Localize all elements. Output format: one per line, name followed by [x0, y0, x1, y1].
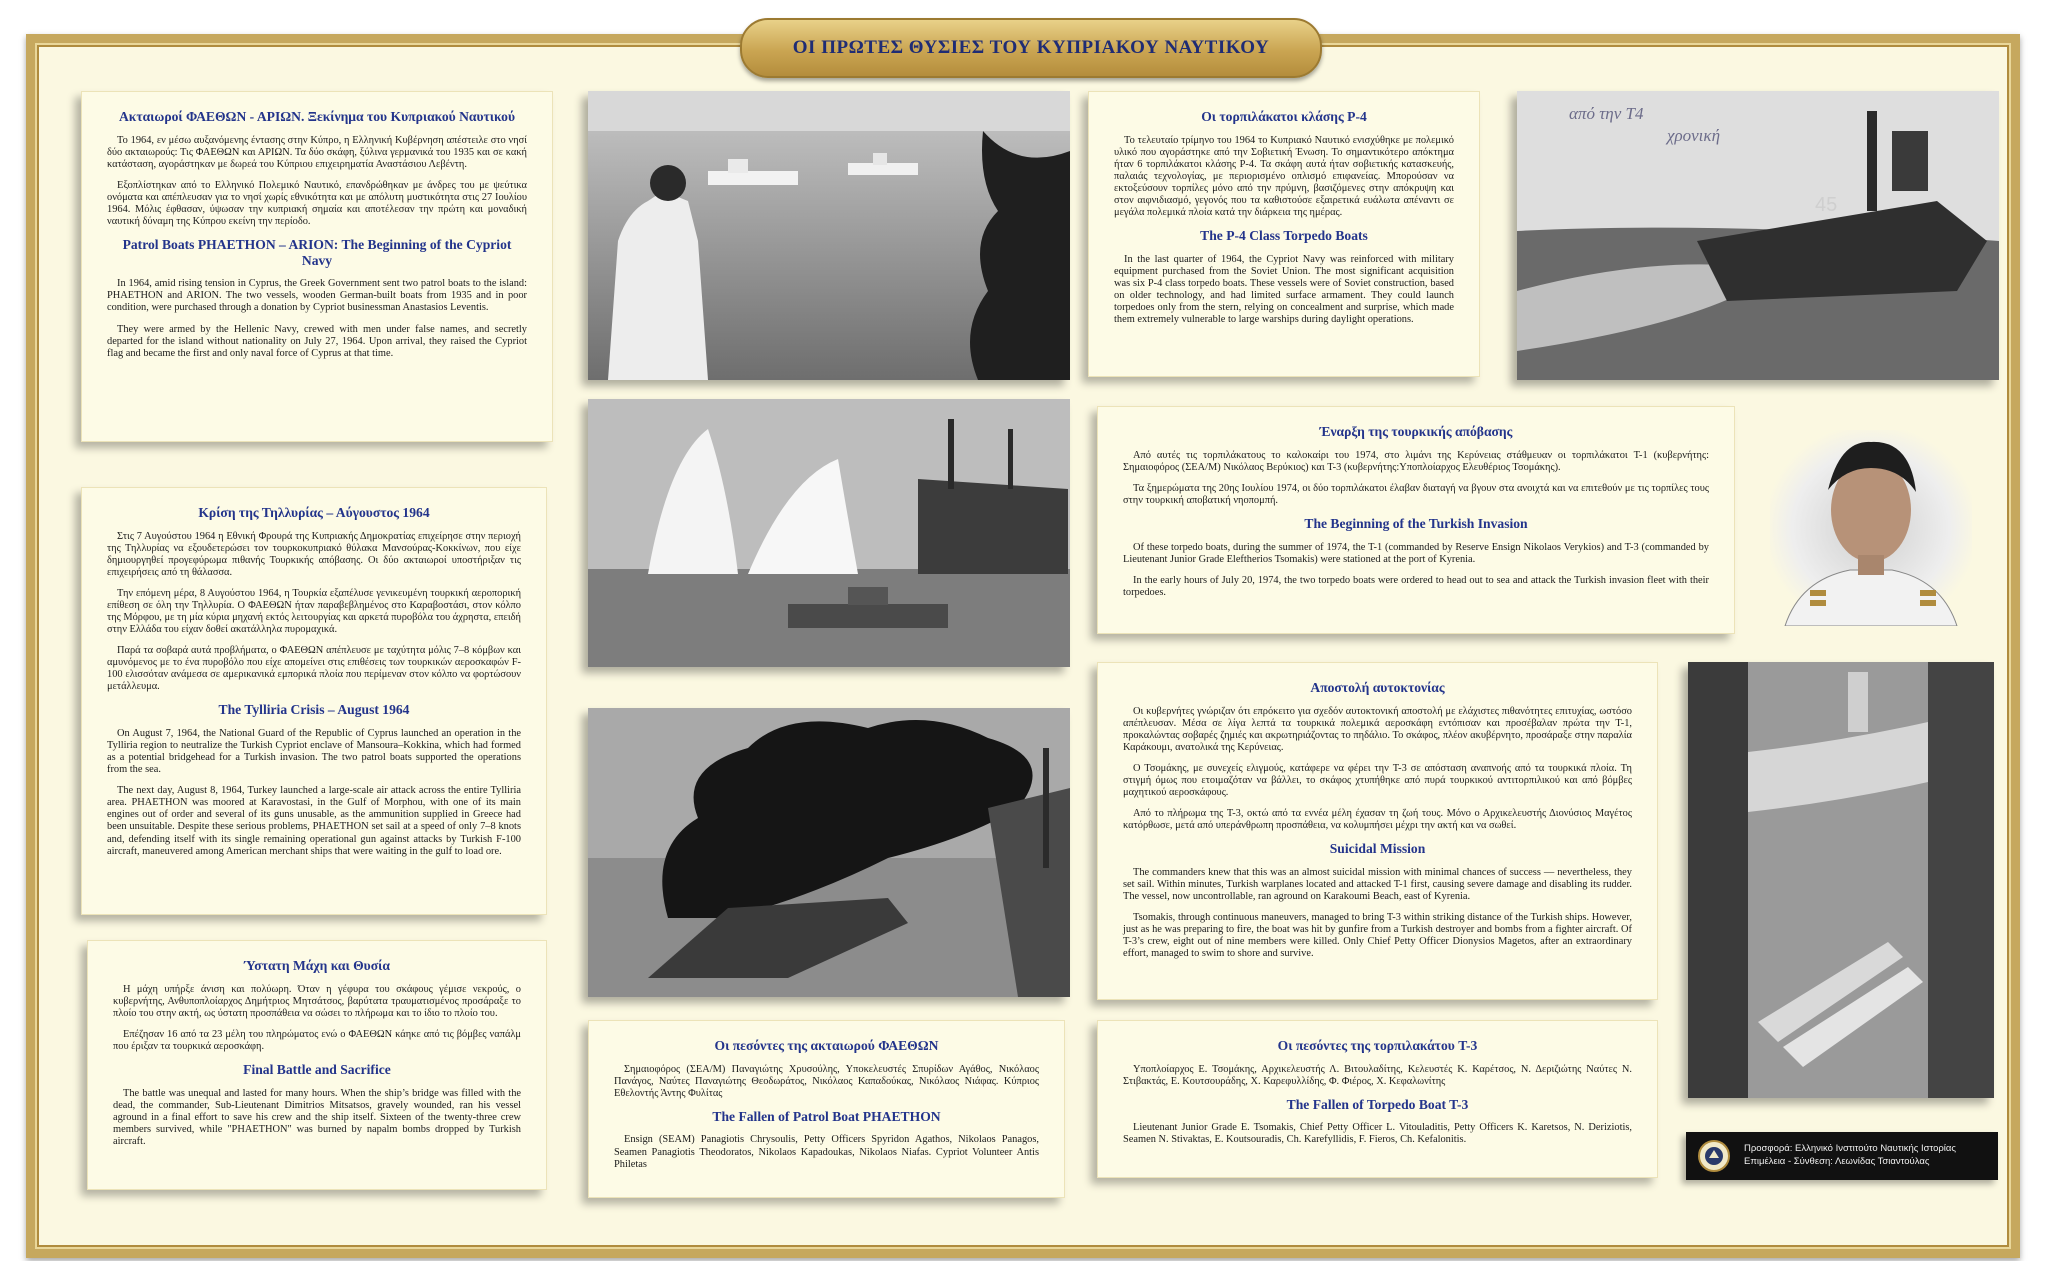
para-tylliria-en-1: On August 7, 1964, the National Guard of the Republic of Cyprus launched an operation in the Tylliria region to neutralize the Turkish Cypriot enclave of Mansoura–Kokkina, which had formed as a potential bridgehead for a Turkish invasion. The two patrol boats supported the operations from the sea.: [107, 728, 521, 776]
photo-torpedo-boat-45: [1517, 91, 1999, 380]
para-suicidal-gr-3: Από το πλήρωμα της T-3, οκτώ από τα εννέα μέλη έχασαν τη ζωή τους. Μόνο ο Αρχικελευστής Διονύσιος Μαγέτος κατόρθωσε, μετά από υπεράνθρωπη προσπάθεια, να κολυμπήσει μέχρι την ακτή και να σωθεί.: [1123, 808, 1632, 832]
photo-note-line1: από την Τ4: [1569, 104, 1644, 123]
para-suicidal-gr-2: Ο Τσομάκης, με συνεχείς ελιγμούς, κατάφερε να φέρει την T-3 σε απόσταση αναπνοής από τα τουρκικά πλοία. Τη στιγμή όμως που ετοιμαζόταν να βάλλει, το σκάφος χτυπήθηκε από πυρά τουρκικού αντιτορπιλικού και από βόμβες μαχητικού αεροσκάφους.: [1123, 762, 1632, 798]
panel-fallen-phaethon: [588, 1020, 1065, 1198]
credits-curation: Επιμέλεια - Σύνθεση: Λεωνίδας Τσιαντούλας: [1744, 1156, 1930, 1167]
heading-patrol-gr: Ακταιωροί ΦΑΕΘΩΝ - ΑΡΙΩΝ. Ξεκίνημα του Κυπριακού Ναυτικού: [118, 109, 516, 124]
panel-final-battle: [87, 940, 547, 1190]
para-final-gr-1: Η μάχη υπήρξε άνιση και πολύωρη. Όταν η γέφυρα του σκάφους γέμισε νεκρούς, ο κυβερνήτης, Ανθυποπλοίαρχος Δημήτριος Μητσάτσος, βαρύτατα τραυματισμένος προσάραξε το πλοίο του στην ακτή, ως ύστατη προσπάθεια να σώσει το πλήρωμα και το ίδιο το πλοίο του.: [113, 983, 521, 1019]
heading-final-gr: Ύστατη Μάχη και Θυσία: [244, 958, 390, 973]
photo-harbor-boats: [1688, 662, 1994, 1098]
para-p4-en: In the last quarter of 1964, the Cypriot Navy was reinforced with military equipment purchased from the Soviet Union. The most significant acquisition was six P-4 class torpedo boats. These vessels were of Soviet construction, based on older technology, and had limited surface armament. They could launch torpedoes only from the stern, relying on concealment and surprise, which made them extremely vulnerable to large warships during daylight operations.: [1114, 253, 1454, 325]
para-suicidal-en-1: The commanders knew that this was an almost suicidal mission with minimal chances of success — nevertheless, they set sail. Within minutes, Turkish warplanes located and attacked T-1 first, causing severe damage and disabling its rudder. The vessel, now uncontrollable, ran aground on Karakoumi Beach, east of Kyrenia.: [1123, 866, 1632, 902]
para-patrol-gr-2: Εξοπλίστηκαν από το Ελληνικό Πολεμικό Ναυτικό, επανδρώθηκαν με άνδρες του με ψεύτικα ονόματα και απέπλευσαν για το νησί χωρίς εθνικότητα και με απόλυτη μυστικότητα στις 27 Ιουλίου 1964. Μόλις έφθασαν, ύψωσαν την κυπριακή σημαία και αποτέλεσαν την πρώτη και μοναδική ναυτική δύναμη της Κύπρου εκείνη την περίοδο.: [107, 179, 527, 227]
para-p4-gr: Το τελευταίο τρίμηνο του 1964 το Κυπριακό Ναυτικό ενισχύθηκε με πολεμικό υλικό που αγοράστηκε από την Σοβιετική Ένωση. Το σημαντικότερο απόκτημα ήταν 6 τορπιλάκατοι κλάσης P-4. Τα σκάφη αυτά ήταν σοβιετικής κατασκευής, παλαιάς τεχνολογίας, με περιορισμένο οπλισμό επιφανείας. Μπορούσαν να εκτοξεύσουν τορπίλες μόνο από την πρύμνη, βασιζόμενες στην απόκρυψη και στον αιφνιδιασμό, γεγονός που τα καθιστούσε εξαιρετικά ευάλωτα απέναντι σε μεγάλα πολεμικά πλοία κατά την διάρκεια της ημέρας.: [1114, 134, 1454, 218]
panel-tylliria: [81, 487, 547, 915]
heading-invasion-gr: Έναρξη της τουρκικής απόβασης: [1319, 424, 1513, 439]
heading-fallen-t3-gr: Οι πεσόντες της τορπιλακάτου T-3: [1277, 1038, 1478, 1053]
para-tylliria-en-2: The next day, August 8, 1964, Turkey launched a large-scale air attack across the entire Tylliria area. PHAETHON was moored at Karavostasi, in the Gulf of Morphou, with one of its main engines out of order and several of its guns unusable, as the ammunition supplied in Greece had been unsuitable. Despite these serious problems, PHAETHON set sail at a speed of only 7–8 knots and, defending itself with its single remaining operational gun against attacks by Turkish F-100 aircraft, maneuvered among American merchant ships that were waiting in the gulf to load ore.: [107, 785, 521, 857]
para-suicidal-en-2: Tsomakis, through continuous maneuvers, managed to bring T-3 within striking distance of the Turkish ships. However, just as he was preparing to fire, the boat was hit by gunfire from a Turkish destroyer and bombs from a fighter aircraft. Of T-3’s crew, eight out of nine members were killed. Only Chief Petty Officer Dionysios Magetos, after an extraordinary effort, managed to swim to shore and survive.: [1123, 912, 1632, 960]
institute-seal-icon: [1698, 1140, 1730, 1172]
para-fallen-t3-gr: Υποπλοίαρχος Ε. Τσομάκης, Αρχικελευστής Λ. Βιτουλαδίτης, Κελευστές Κ. Καρέτσος, Ν. Δεριζιώτης Ναύτες Ν. Στιβακτάς, Ε. Κουτσουράδης, Χ. Καρεφυλλίδης, Φ. Φιέρος, Χ. Κεφαλωνίτης: [1123, 1063, 1632, 1087]
photo-bombing-ships: [588, 399, 1070, 667]
credits-offer: Προσφορά: Ελληνικό Ινστιτούτο Ναυτικής Ιστορίας: [1744, 1143, 1956, 1155]
heading-fallen-phaethon-gr: Οι πεσόντες της ακταιωρού ΦΑΕΘΩΝ: [714, 1038, 939, 1053]
panel-p4-class: [1088, 91, 1480, 377]
para-patrol-en-1: In 1964, amid rising tension in Cyprus, the Greek Government sent two patrol boats to the island: PHAETHON and ARION. The two vessels, wooden German-built boats from 1935 and in poor condition, were purchased through a donation by Cypriot businessman Anastasios Leventis.: [107, 278, 527, 314]
para-patrol-gr-1: Το 1964, εν μέσω αυξανόμενης έντασης στην Κύπρο, η Ελληνική Κυβέρνηση απέστειλε στο νησί δύο ακταιωρούς: Τις ΦΑΕΘΩΝ και ΑΡΙΩΝ. Τα δύο σκάφη, ξύλινα γερμανικά του 1935 και σε κακή κατάσταση, αγοράστηκαν με δωρεά του Κύπριου επιχειρηματία Αναστάσιου Λεβέντη.: [107, 134, 527, 170]
heading-p4-en: The P-4 Class Torpedo Boats: [1200, 228, 1368, 244]
poster-title: ΟΙ ΠΡΩΤΕΣ ΘΥΣΙΕΣ ΤΟΥ ΚΥΠΡΙΑΚΟΥ ΝΑΥΤΙΚΟΥ: [740, 18, 1322, 78]
heading-fallen-phaethon-en: The Fallen of Patrol Boat PHAETHON: [712, 1108, 941, 1124]
para-invasion-en-2: In the early hours of July 20, 1974, the two torpedo boats were ordered to head out to sea and attack the Turkish invasion fleet with their torpedoes.: [1123, 574, 1709, 598]
panel-suicidal-mission: [1097, 662, 1658, 1000]
para-fallen-t3-en: Lieutenant Junior Grade E. Tsomakis, Chief Petty Officer L. Vitouladitis, Petty Officers K. Karetsos, N. Deriziotis, Seamen N. Stivaktas, E. Koutsouradis, Ch. Karefyllidis, F. Fieros, Ch. Kefalonitis.: [1123, 1122, 1632, 1146]
para-invasion-gr-1: Από αυτές τις τορπιλάκατους το καλοκαίρι του 1974, στο λιμάνι της Κερύνειας στάθμευαν οι τορπιλάκατοι T-1 (κυβερνήτης: Σημαιοφόρος (ΣΕΑ/Μ) Νικόλαος Βερύκιος) και T-3 (κυβερνήτης:Υποπλοίαρχος Ελευθέριος Τσομάκης).: [1123, 449, 1709, 473]
para-invasion-gr-2: Τα ξημερώματα της 20ης Ιουλίου 1974, οι δύο τορπιλάκατοι έλαβαν διαταγή να βγουν στα ανοιχτά και να επιτεθούν με τις τορπίλες τους στην τουρκική αποβατική νηοπομπή.: [1123, 482, 1709, 506]
para-fallen-phaethon-gr: Σημαιοφόρος (ΣΕΑ/Μ) Παναγιώτης Χρυσούλης, Υποκελευστές Σπυρίδων Αγάθος, Νικόλαος Πανάγος, Ναύτες Παναγιώτης Θεοδωράτος, Νικόλαος Καπαδούκας, Νικόλαος Νιάφας. Κύπριος Εθελοντής Άντης Φυλίτας: [614, 1063, 1039, 1099]
boat-number: 45: [1815, 194, 1838, 216]
para-final-en-1: The battle was unequal and lasted for many hours. When the ship’s bridge was filled with the dead, the commander, Sub-Lieutenant Dimitrios Mitsatsos, gravely wounded, ran his vessel aground in a final effort to save his crew and the ship itself. Sixteen of the twenty-three crew members survived, while "PHAETHON" was burned by napalm bombs dropped by Turkish aircraft.: [113, 1087, 521, 1147]
panel-fallen-t3: [1097, 1020, 1658, 1178]
heading-suicidal-en: Suicidal Mission: [1329, 841, 1426, 857]
credits-box: [1686, 1132, 1998, 1180]
panel-patrol-boats: [81, 91, 553, 442]
para-final-gr-2: Επέζησαν 16 από τα 23 μέλη του πληρώματος ενώ ο ΦΑΕΘΩΝ κάηκε από τις βόμβες ναπάλμ που έριξαν τα τουρκικά αεροσκάφη.: [113, 1028, 521, 1052]
heading-patrol-en: Patrol Boats PHAETHON – ARION: The Beginning of the Cypriot Navy: [122, 237, 512, 268]
heading-final-en: Final Battle and Sacrifice: [243, 1061, 391, 1077]
heading-tylliria-en: The Tylliria Crisis – August 1964: [218, 702, 410, 718]
para-tylliria-gr-2: Την επόμενη μέρα, 8 Αυγούστου 1964, η Τουρκία εξαπέλυσε γενικευμένη τουρκική αεροπορική επίθεση σε όλη την Τηλλυρία. Ο ΦΑΕΘΩΝ ήταν παραβεβλημένος στο Καραβοστάσι, στον κόλπο της Μόρφου, με τη μία κύρια μηχανή εκτός λειτουργίας και αρκετά πυροβόλα του άχρηστα, επειδή στην Ελλάδα του είχαν δοθεί ακατάλληλα πυρομαχικά.: [107, 587, 521, 636]
panel-turkish-invasion: [1097, 406, 1735, 634]
heading-tylliria-gr: Κρίση της Τηλλυρίας – Αύγουστος 1964: [198, 505, 430, 520]
portrait-officer: [1770, 430, 1972, 626]
para-fallen-phaethon-en: Ensign (SEAM) Panagiotis Chrysoulis, Petty Officers Spyridon Agathos, Nikolaos Panagos, Seamen Panagiotis Theodoratos, Nikolaos Kapadoukas, Nikolaos Niafas. Cypriot Volunteer Antis Philetas: [614, 1134, 1039, 1170]
photo-note-line2: χρονική: [1667, 126, 1721, 145]
para-tylliria-gr-3: Παρά τα σοβαρά αυτά προβλήματα, ο ΦΑΕΘΩΝ απέπλευσε με ταχύτητα μόλις 7–8 κόμβων και αμυνόμενος με το ένα πυροβόλο που είχε απομείνει στις επιθέσεις των τουρκικών αεροσκαφών F-100 ελισσόταν ανάμεσα σε αμερικανικά εμπορικά πλοία που περίμεναν στον κόλπο να φορτώσουν μετάλλευμα.: [107, 645, 521, 693]
para-tylliria-gr-1: Στις 7 Αυγούστου 1964 η Εθνική Φρουρά της Κυπριακής Δημοκρατίας επιχείρησε στην περιοχή της Τηλλυρίας να εξουδετερώσει τον τουρκοκυπριακό θύλακα Μανσούρας-Κοκκίνων, που είχε δημιουργηθεί προγεφύρωμα πιθανής Τουρκικής απόβασης. Οι δύο ακταιωροί υποστήριξαν τις επιχειρήσεις από τη θάλασσα.: [107, 530, 521, 578]
heading-suicidal-gr: Αποστολή αυτοκτονίας: [1310, 680, 1445, 695]
para-patrol-en-2: They were armed by the Hellenic Navy, crewed with men under false names, and secretly departed for the island without nationality on July 27, 1964. Upon arrival, they raised the Cypriot flag and became the first and only naval force of Cyprus at that time.: [107, 323, 527, 359]
heading-fallen-t3-en: The Fallen of Torpedo Boat T-3: [1286, 1096, 1469, 1112]
heading-p4-gr: Οι τορπιλάκατοι κλάσης P-4: [1201, 109, 1367, 124]
para-invasion-en-1: Of these torpedo boats, during the summer of 1974, the T-1 (commanded by Reserve Ensign Nikolaos Verykios) and T-3 (commanded by Lieutenant Junior Grade Eleftherios Tsomakis) were stationed at the port of Kyrenia.: [1123, 541, 1709, 565]
photo-binoculars-observer: [588, 91, 1070, 380]
heading-invasion-en: The Beginning of the Turkish Invasion: [1304, 515, 1528, 531]
para-suicidal-gr-1: Οι κυβερνήτες γνώριζαν ότι επρόκειτο για σχεδόν αυτοκτονική αποστολή με ελάχιστες πιθανότητες επιτυχίας, ωστόσο απέπλευσαν. Μέσα σε λίγα λεπτά τα τουρκικά πολεμικά αεροσκάφη εντόπισαν και προσέβαλαν πρώτα την T-1, προκαλώντας σοβαρές ζημιές και ακρωτηριάζοντας το πηδάλιο. Το σκάφος, πλέον ακυβέρνητο, προσάραξε στην παραλία Καράκουμι, ανατολικά της Κερύνειας.: [1123, 705, 1632, 753]
photo-burning-ship: [588, 708, 1070, 997]
